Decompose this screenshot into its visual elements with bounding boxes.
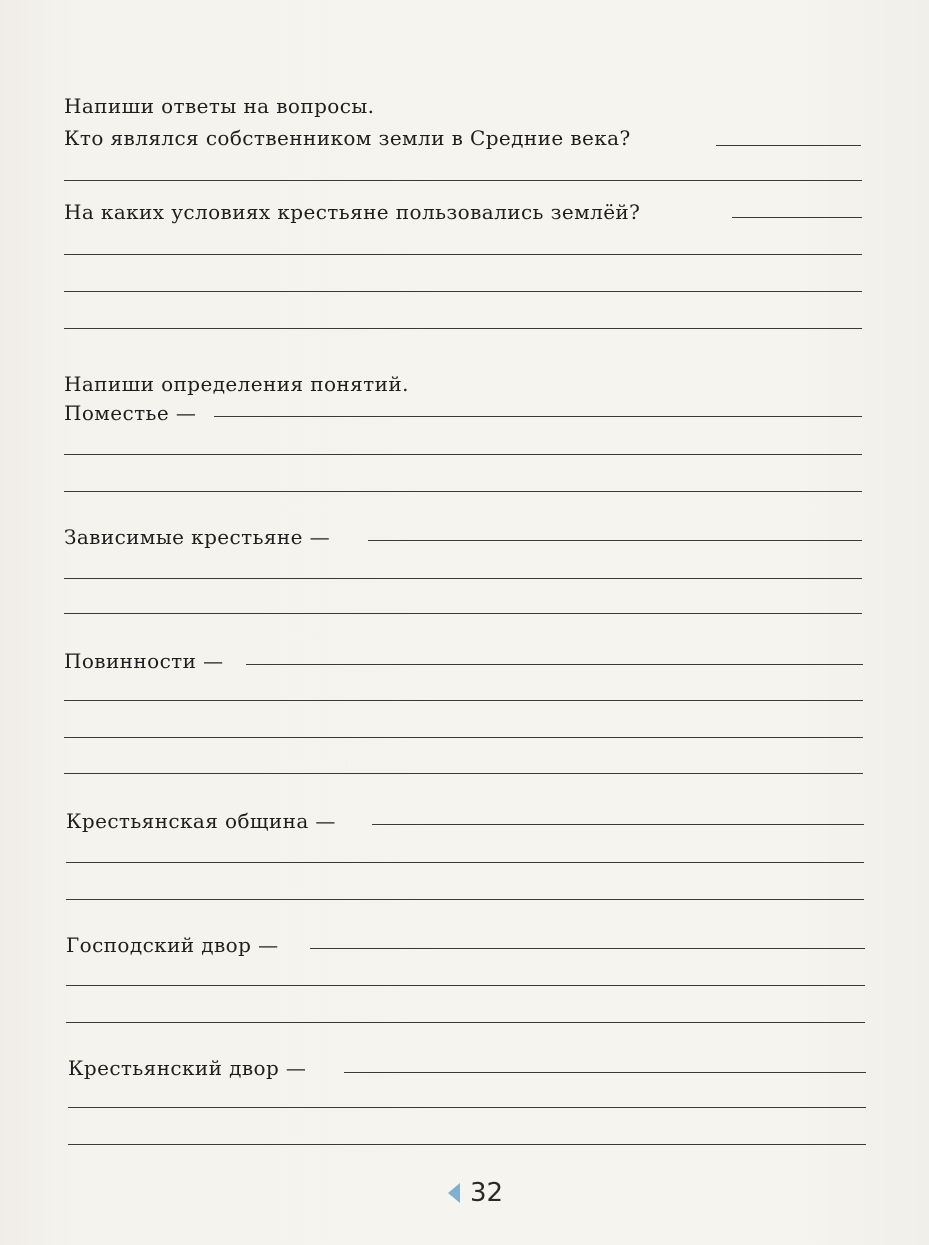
term-peasant-community: Крестьянская община — <box>66 809 336 833</box>
definition-line[interactable] <box>64 737 863 738</box>
definition-line[interactable] <box>64 613 862 614</box>
definition-line[interactable] <box>368 540 862 541</box>
definition-line[interactable] <box>68 1144 866 1145</box>
definition-line[interactable] <box>214 416 862 417</box>
definition-line[interactable] <box>64 578 862 579</box>
definition-line[interactable] <box>344 1072 866 1073</box>
term-pomestye: Поместье — <box>64 401 197 425</box>
page-number <box>448 1178 503 1208</box>
questions-heading: Напиши ответы на вопросы. <box>64 94 375 118</box>
answer-line[interactable] <box>64 328 862 329</box>
definitions-heading: Напиши определения понятий. <box>64 372 409 396</box>
term-manor-house: Господский двор — <box>66 933 279 957</box>
question-2: На каких условиях крестьяне пользовались землёй? <box>64 200 641 224</box>
definition-line[interactable] <box>64 700 863 701</box>
definition-line[interactable] <box>66 985 865 986</box>
definition-line[interactable] <box>64 454 862 455</box>
answer-line[interactable] <box>732 217 862 218</box>
definition-line[interactable] <box>310 948 865 949</box>
definition-line[interactable] <box>66 899 864 900</box>
triangle-left-icon <box>448 1183 460 1203</box>
answer-line[interactable] <box>64 180 862 181</box>
definition-line[interactable] <box>66 862 864 863</box>
answer-line[interactable] <box>64 291 862 292</box>
definition-line[interactable] <box>64 773 863 774</box>
term-peasant-household: Крестьянский двор — <box>68 1056 307 1080</box>
definition-line[interactable] <box>64 491 862 492</box>
page-number-value: 32 <box>470 1178 504 1208</box>
definition-line[interactable] <box>372 824 864 825</box>
definition-line[interactable] <box>66 1022 865 1023</box>
definition-line[interactable] <box>246 664 863 665</box>
answer-line[interactable] <box>64 254 862 255</box>
definition-line[interactable] <box>68 1107 866 1108</box>
question-1: Кто являлся собственником земли в Средние века? <box>64 126 631 150</box>
answer-line[interactable] <box>716 145 861 146</box>
term-dependent-peasants: Зависимые крестьяне — <box>64 525 331 549</box>
term-povinnosti: Повинности — <box>64 649 224 673</box>
